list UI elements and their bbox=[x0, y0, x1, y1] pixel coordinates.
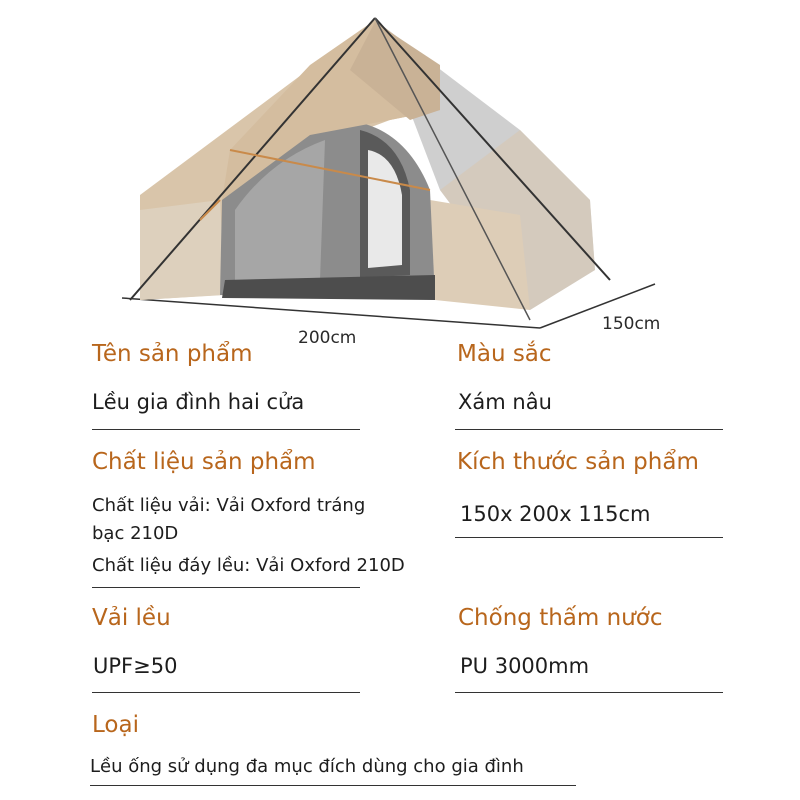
fabric-value: UPF≥50 bbox=[93, 654, 178, 678]
divider bbox=[92, 587, 360, 588]
fabric-label: Vải lều bbox=[92, 605, 171, 631]
depth-label: 150cm bbox=[602, 314, 661, 334]
size-label: Kích thước sản phẩm bbox=[457, 449, 699, 475]
waterproof-label: Chống thấm nước bbox=[458, 605, 663, 631]
name-value: Lều gia đình hai cửa bbox=[92, 390, 305, 414]
divider bbox=[455, 429, 723, 430]
tent-illustration bbox=[110, 10, 670, 340]
material-line1: Chất liệu vải: Vải Oxford tráng bbox=[92, 495, 366, 516]
type-value: Lều ống sử dụng đa mục đích dùng cho gia đình bbox=[90, 756, 524, 777]
color-label: Màu sắc bbox=[457, 341, 552, 367]
color-value: Xám nâu bbox=[458, 390, 552, 414]
width-label: 200cm bbox=[298, 328, 357, 348]
material-line2: bạc 210D bbox=[92, 523, 179, 544]
divider bbox=[455, 692, 723, 693]
waterproof-value: PU 3000mm bbox=[460, 654, 590, 678]
size-value: 150x 200x 115cm bbox=[460, 502, 651, 526]
name-label: Tên sản phẩm bbox=[92, 341, 253, 367]
material-line3: Chất liệu đáy lều: Vải Oxford 210D bbox=[92, 555, 405, 576]
type-label: Loại bbox=[92, 712, 139, 738]
material-label: Chất liệu sản phẩm bbox=[92, 449, 316, 475]
divider bbox=[92, 429, 360, 430]
divider bbox=[455, 537, 723, 538]
divider bbox=[92, 692, 360, 693]
divider bbox=[90, 785, 576, 786]
